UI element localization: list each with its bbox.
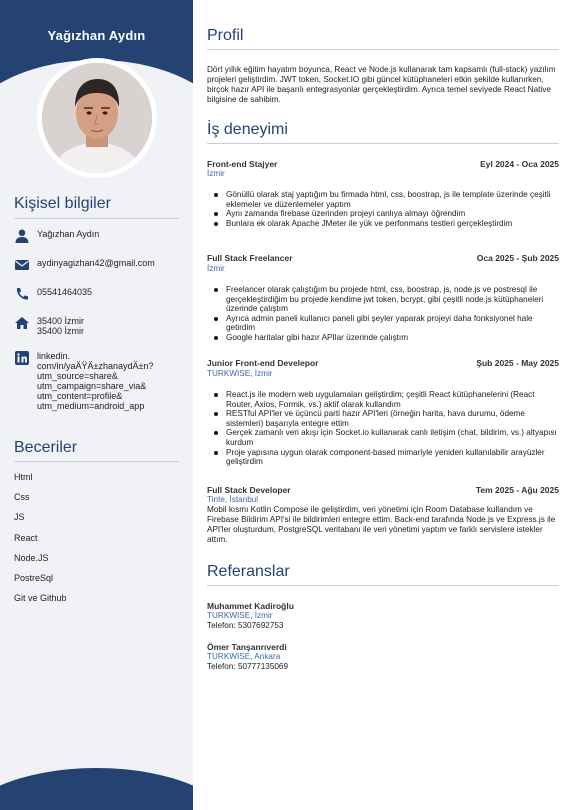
contact-address-text: 35400 İzmir 35400 İzmir [37, 316, 85, 336]
profile-heading: Profil [207, 27, 244, 44]
skill-item: Css [14, 492, 30, 502]
contact-linkedin-text[interactable]: linkedin. com/in/yaÄŸÄ±zhanaydÄ±n? utm_source=share& utm_campaign=share_via& utm_content=profile& utm_medium=android_app [37, 351, 154, 411]
reference-name: Ömer Tanşanrıverdi [207, 642, 287, 652]
job-date: Şub 2025 - May 2025 [476, 358, 559, 368]
contact-email-text[interactable]: aydinyagizhan42@gmail.com [37, 258, 155, 268]
job-bullet: RESTful API'ler ve üçüncü parti hazır API'leri (örneğin harita, hava durumu, ödeme sistemleri) başarıyla entegre ettim [207, 409, 559, 428]
job-bullet: Freelancer olarak çalıştığım bu projede html, css, boostrap, js, node.js ve postresql ile gerçekleştirdiğim bu projede kendime jwt token, bcrypt, gibi çeşitli node.js kütüphaneleri üzerinde çalıştım [207, 285, 559, 314]
skill-item: Git ve Github [14, 593, 67, 603]
job-bullets [207, 190, 559, 228]
job-date: Tem 2025 - Ağu 2025 [475, 485, 559, 495]
contact-name [14, 229, 184, 245]
job-bullet: Gerçek zamanlı veri akışı için Socket.io kullanarak canlı iletişim (chat, bildirim, vs.) altyapısı kurdum [207, 428, 559, 447]
job-bullets [207, 285, 559, 343]
personal-info-heading: Kişisel bilgiler [14, 195, 111, 212]
main-content [193, 0, 576, 810]
job-date: Eyl 2024 - Oca 2025 [480, 159, 559, 169]
job-location: TURKWISE, İzmir [207, 369, 273, 378]
job-location: İzmir [207, 169, 225, 178]
job-location: İzmir [207, 264, 225, 273]
skill-item: React [14, 533, 38, 543]
avatar [42, 63, 152, 173]
job-location: Tinte, İstanbul [207, 495, 259, 504]
job-bullet: Google haritalar gibi hazır APIlar üzerinde çalıştım [207, 333, 559, 343]
skill-item: JS [14, 512, 25, 522]
job-bullet: React.js ile modern web uygulamaları geliştirdim; çeşitli React kütüphanelerini (React Router, Axios, Formik, vs.) aktif olarak kullandım [207, 390, 559, 409]
profile-text: Dört yıllık eğitim hayatım boyunca, React ve Node.js kullanarak tam kapsamlı (full-stack) yazılım projeleri geliştirdim. JWT token, Socket.IO gibi güncel kütüphaneleri etkin şekilde kullanırken, birçok hazır API ile başarılı entegrasyonlar gerçekleştirdim. Ayrıca temel seviyede React Native bilgisine de sahibim. [207, 65, 556, 104]
job-description: Mobil kısmı Kotlin Compose ile geliştirdim, veri yönetimi için Room Database kullandım ve Firebase Bildirim API'si ile bildirimleri entegre ettim. Back-end tarafında Node.js ve Express.js ile API'ler oluşturdum, PostgreSQL veritabanı ile veri yönetimi yaptım ve farklı servislere istekler attım. [207, 505, 556, 544]
email-icon [14, 258, 30, 272]
reference-phone: Telefon: 5307692753 [207, 621, 284, 630]
skills-divider [14, 461, 179, 462]
reference-name: Muhammet Kadiroğlu [207, 601, 294, 611]
profile-photo-frame [37, 58, 157, 178]
home-icon [14, 316, 30, 330]
job-bullet: Ayrıca admin paneli kullanıcı paneli gibi şeyler yaparak projeyi daha fonksiyonel hale getirdim [207, 314, 559, 333]
job-bullet: Aynı zamanda firebase üzerinden projeyi canlıya almayı öğrendim [207, 209, 559, 219]
skill-item: Node.JS [14, 553, 49, 563]
references-divider [207, 585, 559, 586]
skill-item: PostreSql [14, 573, 54, 583]
contact-phone [14, 287, 184, 303]
reference-company: TURKWISE, İzmir [207, 611, 273, 620]
user-icon [14, 229, 30, 243]
references-heading: Referanslar [207, 563, 290, 580]
job-bullet: Proje yapısına uygun olarak component-based mimariyle yeniden kullanılabilir arayüzler geliştirdim [207, 448, 559, 467]
reference-phone: Telefon: 50777135069 [207, 662, 289, 671]
personal-info-divider [14, 218, 179, 219]
skills-heading: Beceriler [14, 439, 78, 456]
experience-heading: İş deneyimi [207, 121, 288, 138]
skill-item: Html [14, 472, 33, 482]
sidebar [0, 0, 193, 810]
job-date: Oca 2025 - Şub 2025 [476, 253, 559, 263]
profile-divider [207, 49, 559, 50]
reference-company: TURKWISE, Ankara [207, 652, 281, 661]
job-title: Front-end Stajyer [207, 159, 278, 169]
contact-name-text: Yağızhan Aydın [37, 229, 100, 239]
job-bullets [207, 390, 559, 467]
contact-email [14, 258, 184, 274]
contact-linkedin [14, 351, 184, 415]
contact-address [14, 316, 184, 338]
job-title: Junior Front-end Develepor [207, 358, 319, 368]
experience-divider [207, 143, 559, 144]
job-title: Full Stack Developer [207, 485, 291, 495]
job-title: Full Stack Freelancer [207, 253, 293, 263]
contact-phone-text[interactable]: 05541464035 [37, 287, 93, 297]
phone-icon [14, 287, 30, 301]
sidebar-footer-band [0, 768, 193, 810]
linkedin-icon [14, 351, 30, 365]
job-bullet: Gönüllü olarak staj yaptığım bu firmada html, css, boostrap, js ile template üzerinde çeşitli eklemeler ve düzenlemeler yaptım [207, 190, 559, 209]
job-bullet: Bunlara ek olarak Apache JMeter ile yük ve perfonmans testleri gerçekleştirdim [207, 219, 559, 229]
person-name: Yağızhan Aydın [47, 28, 146, 43]
avatar-portrait [42, 63, 152, 173]
